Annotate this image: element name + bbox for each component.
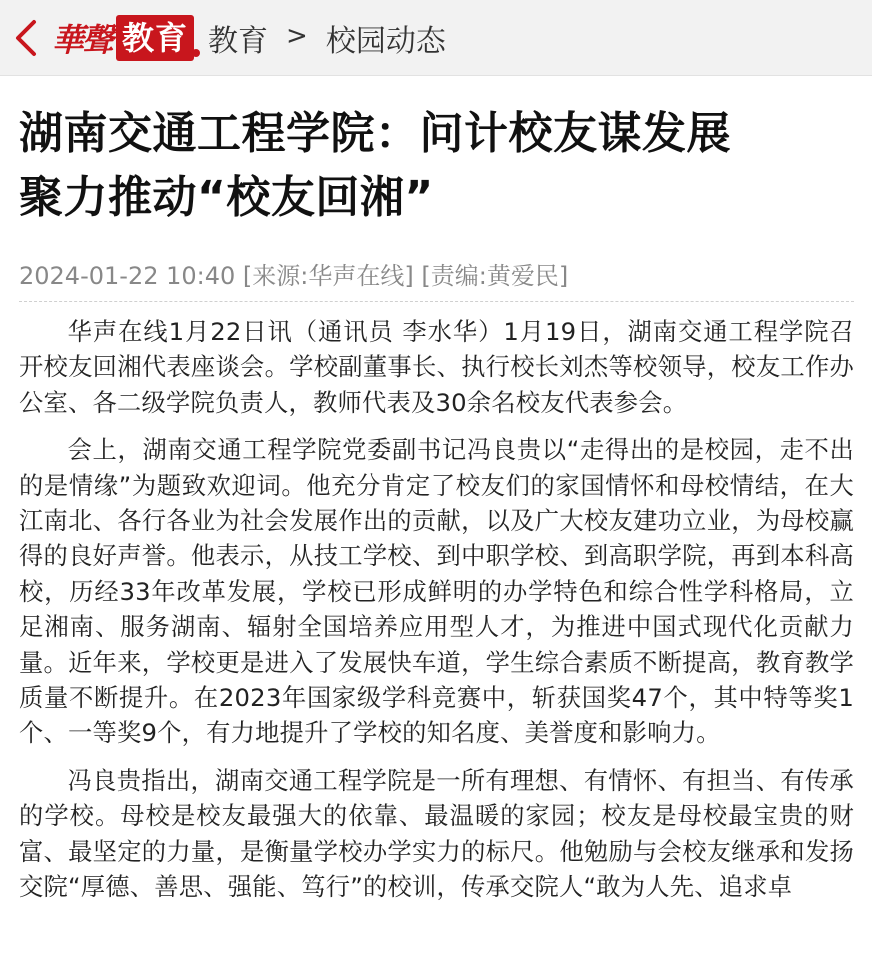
article [0,102,872,905]
back-button[interactable] [0,0,52,76]
article-meta [19,256,854,302]
article-title-line2: 聚力推动“校友回湘” [19,172,434,223]
breadcrumb-campus-news[interactable]: 校园动态 [325,23,446,59]
article-editor: [责编:黄爱民] [421,262,569,290]
publish-datetime: 2024-01-22 10:40 [19,262,236,290]
logo-box-text: 教育 [116,15,194,61]
article-body [19,314,854,905]
breadcrumb-separator: > [286,20,308,51]
article-paragraph: 华声在线1月22日讯（通讯员 李水华）1月19日，湖南交通工程学院召开校友回湘代表座谈会。学校副董事长、执行校长刘杰等校领导，校友工作办公室、各二级学院负责人，教师代表及30余名校友代表参会。 [19,317,854,417]
chevron-left-icon [13,18,39,58]
top-navigation-bar [0,0,872,76]
breadcrumb-education[interactable]: 教育 [208,23,269,59]
article-title-line1: 湖南交通工程学院：问计校友谋发展 [19,108,731,159]
article-source[interactable]: [来源:华声在线] [242,262,414,290]
article-title [19,102,854,230]
article-paragraph: 冯良贵指出，湖南交通工程学院是一所有理想、有情怀、有担当、有传承的学校。母校是校友最强大的依靠、最温暖的家园；校友是母校最宝贵的财富、最坚定的力量，是衡量学校办学实力的标尺。他勉励与会校友继承和发扬交院“厚德、善思、强能、笃行”的校训，传承交院人“敢为人先、追求卓 [19,765,854,902]
article-paragraph: 会上，湖南交通工程学院党委副书记冯良贵以“走得出的是校园，走不出的是情缘”为题致欢迎词。他充分肯定了校友们的家国情怀和母校情结，在大江南北、各行各业为社会发展作出的贡献，以及广大校友建功立业，为母校赢得的良好声誉。他表示，从技工学校、到中职学校、到高职学院，再到本科高校，历经33年改革发展，学校已形成鲜明的办学特色和综合性学科格局，立足湘南、服务湖南、辐射全国培养应用型人才，为推进中国式现代化贡献力量。近年来，学校更是进入了发展快车道，学生综合素质不断提高，教育教学质量不断提升。在2023年国家级学科竞赛中，斩获国奖47个，其中特等奖1个、一等奖9个，有力地提升了学校的知名度、美誉度和影响力。 [19,435,854,748]
logo-script-text: 華聲 [52,20,113,59]
site-logo[interactable] [52,12,194,64]
